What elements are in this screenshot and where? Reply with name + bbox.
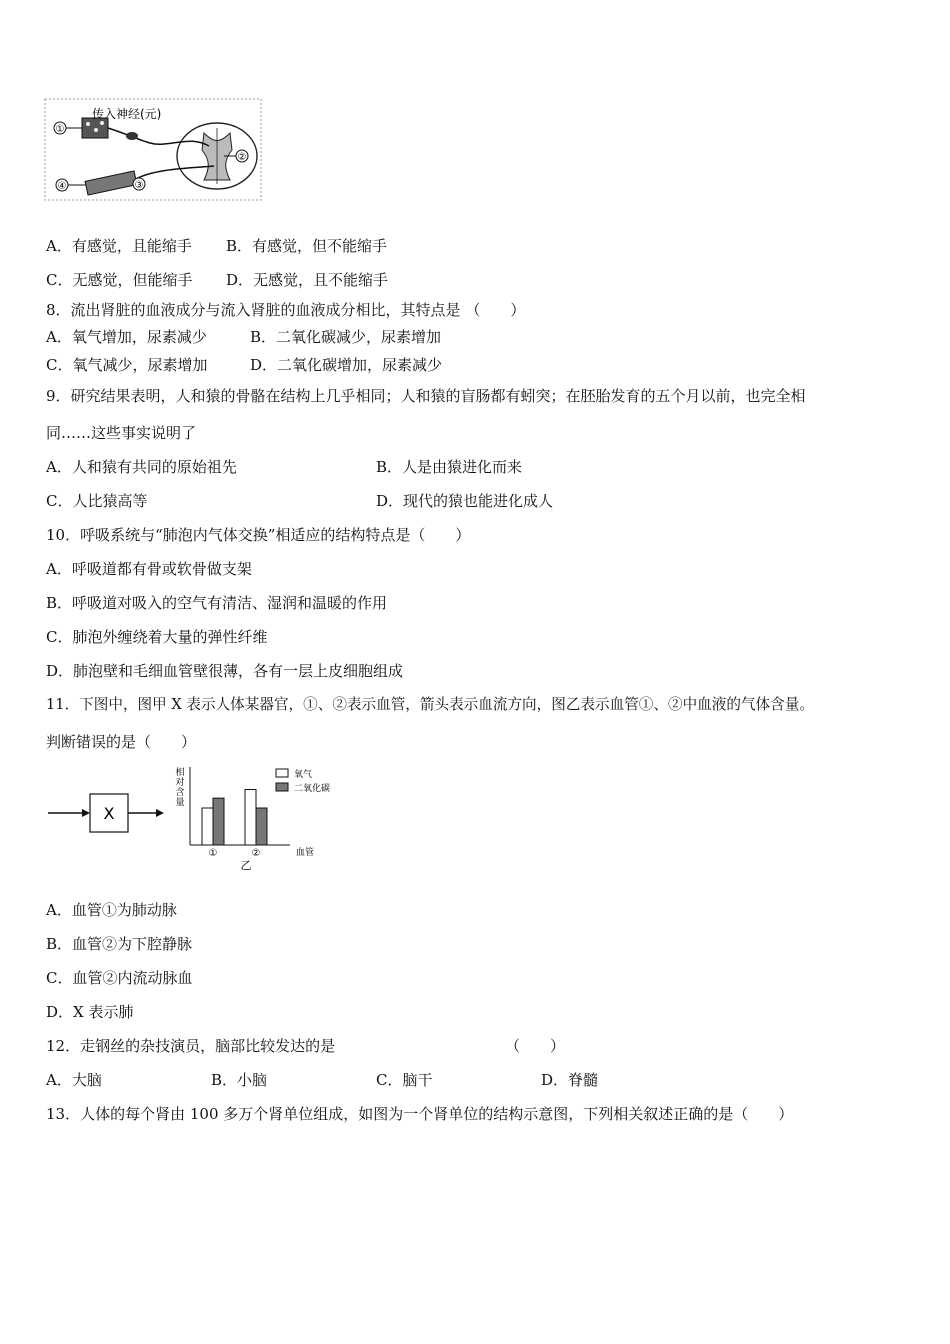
q8-option-d[interactable]: D．二氧化碳增加，尿素减少 <box>250 356 443 374</box>
q11-option-a[interactable]: A．血管①为肺动脉 <box>46 901 177 919</box>
marker-3: ③ <box>134 180 144 191</box>
afferent-label: 传入神经(元) <box>92 107 162 121</box>
q12-paren: （ ） <box>505 1037 566 1055</box>
bar-oxygen-2 <box>245 790 256 846</box>
gas-content-chart <box>168 763 348 873</box>
q8-stem: 8．流出肾脏的血液成分与流入肾脏的血液成分相比，其特点是 （ ） <box>46 301 526 319</box>
q9-stem-line1: 9．研究结果表明，人和猿的骨骼在结构上几乎相同；人和猿的盲肠都有蚓突；在胚胎发育的五个月以前，也完全相 <box>46 387 806 405</box>
marker-4: ④ <box>57 181 67 192</box>
q9-stem-line2: 同……这些事实说明了 <box>46 424 197 442</box>
q8-option-a[interactable]: A．氧气增加，尿素减少 <box>46 328 207 346</box>
tick-label-1: ① <box>208 848 218 859</box>
q10-option-d[interactable]: D．肺泡壁和毛细血管壁很薄，各有一层上皮细胞组成 <box>46 662 404 680</box>
q13-stem: 13．人体的每个肾由 100 多万个肾单位组成，如图为一个肾单位的结构示意图，下列相关叙述正确的是（ ） <box>46 1105 794 1123</box>
q7-option-b[interactable]: B．有感觉，但不能缩手 <box>226 237 388 255</box>
organ-flow-diagram <box>44 790 169 840</box>
organ-x-label: X <box>103 804 115 823</box>
q10-option-b[interactable]: B．呼吸道对吸入的空气有清洁、湿润和温暖的作用 <box>46 594 388 612</box>
q11-option-c[interactable]: C．血管②内流动脉血 <box>46 969 193 987</box>
legend-swatch-oxygen <box>276 769 288 777</box>
q8-option-b[interactable]: B．二氧化碳减少，尿素增加 <box>250 328 442 346</box>
legend-co2: 二氧化碳 <box>294 784 331 794</box>
q11-option-b[interactable]: B．血管②为下腔静脉 <box>46 935 193 953</box>
q12-option-a[interactable]: A．大脑 <box>46 1071 102 1089</box>
receptor <box>82 118 108 138</box>
q10-option-c[interactable]: C．肺泡外缠绕着大量的弹性纤维 <box>46 628 268 646</box>
q7-option-c[interactable]: C．无感觉，但能缩手 <box>46 271 193 289</box>
q12-stem: 12．走钢丝的杂技演员，脑部比较发达的是 <box>46 1037 336 1055</box>
chart-title: 乙 <box>240 859 252 872</box>
chart-xlabel: 血管 <box>296 848 315 858</box>
legend-oxygen: 氧气 <box>294 770 313 780</box>
q12-option-d[interactable]: D．脊髓 <box>541 1071 599 1089</box>
q11-stem-line2: 判断错误的是（ ） <box>46 733 197 751</box>
marker-1: ① <box>55 124 65 135</box>
q7-option-a[interactable]: A．有感觉，且能缩手 <box>46 237 192 255</box>
q9-option-d[interactable]: D．现代的猿也能进化成人 <box>376 492 554 510</box>
q10-stem: 10．呼吸系统与“肺泡内气体交换”相适应的结构特点是（ ） <box>46 526 471 544</box>
q9-option-c[interactable]: C．人比猿高等 <box>46 492 148 510</box>
q12-option-c[interactable]: C．脑干 <box>376 1071 433 1089</box>
q12-option-b[interactable]: B．小脑 <box>211 1071 268 1089</box>
bar-oxygen-1 <box>202 808 213 845</box>
chart-ylabel: 相对含量 <box>175 768 185 808</box>
q8-option-c[interactable]: C．氧气减少，尿素增加 <box>46 356 208 374</box>
bar-co2-1 <box>213 798 224 845</box>
marker-2: ② <box>237 152 247 163</box>
q9-option-a[interactable]: A．人和猿有共同的原始祖先 <box>46 458 237 476</box>
reflex-arc-diagram <box>44 98 264 203</box>
q9-option-b[interactable]: B．人是由猿进化而来 <box>376 458 523 476</box>
legend-swatch-co2 <box>276 783 288 791</box>
q10-option-a[interactable]: A．呼吸道都有骨或软骨做支架 <box>46 560 252 578</box>
bar-co2-2 <box>256 808 267 845</box>
tick-label-2: ② <box>251 848 261 859</box>
q11-option-d[interactable]: D．X 表示肺 <box>46 1003 134 1021</box>
q11-stem-line1: 11．下图中，图甲 X 表示人体某器官，①、②表示血管，箭头表示血流方向，图乙表示血管①、②中血液的气体含量。 <box>46 696 814 713</box>
q7-option-d[interactable]: D．无感觉，且不能缩手 <box>226 271 389 289</box>
